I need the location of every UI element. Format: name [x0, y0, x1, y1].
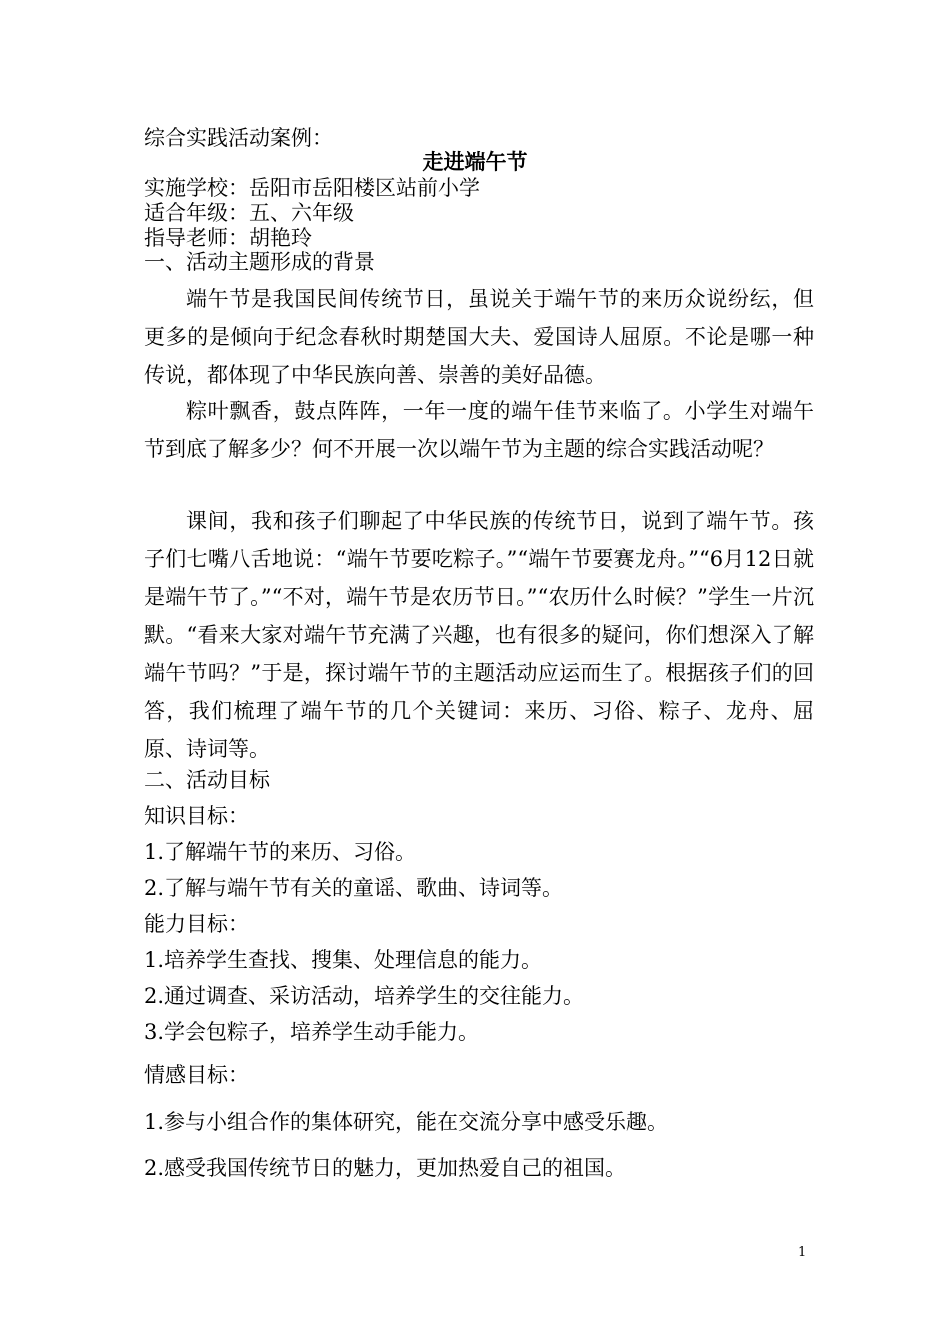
- emotion-goals-heading: 情感目标：: [144, 1063, 249, 1087]
- ability-goal-item: 2.通过调查、采访活动，培养学生的交往能力。: [144, 984, 585, 1008]
- knowledge-goals-heading: 知识目标：: [144, 804, 249, 828]
- document-title: 走进端午节: [422, 149, 528, 174]
- ability-goal-item: 1.培养学生查找、搜集、处理信息的能力。: [144, 948, 543, 972]
- ability-goals-heading: 能力目标：: [144, 912, 249, 936]
- knowledge-goal-item: 1.了解端午节的来历、习俗。: [144, 840, 417, 864]
- background-paragraph-2: 粽叶飘香，鼓点阵阵，一年一度的端午佳节来临了。小学生对端午节到底了解多少？何不开展一次以端午节为主题的综合实践活动呢？: [144, 399, 814, 461]
- school-line: 实施学校：岳阳市岳阳楼区站前小学: [144, 176, 480, 200]
- page-number: 1: [798, 1245, 807, 1260]
- section-heading-goals: 二、活动目标: [144, 768, 270, 792]
- case-label: 综合实践活动案例：: [144, 126, 333, 150]
- emotion-goal-item: 1.参与小组合作的集体研究，能在交流分享中感受乐趣。: [144, 1110, 669, 1134]
- background-paragraph-3: 课间，我和孩子们聊起了中华民族的传统节日，说到了端午节。孩子们七嘴八舌地说：“端午节要吃粽子。”“端午节要赛龙舟。”“6月12日就是端午节了。”“不对，端午节是农历节日。”“农历什么时候？”学生一片沉默。“看来大家对端午节充满了兴趣，也有很多的疑问，你们想深入了解端午节吗？”于是，探讨端午节的主题活动应运而生了。根据孩子们的回答，我们梳理了端午节的几个关键词：来历、习俗、粽子、龙舟、屈原、诗词等。: [144, 509, 814, 761]
- section-heading-background: 一、活动主题形成的背景: [144, 250, 375, 274]
- knowledge-goal-item: 2.了解与端午节有关的童谣、歌曲、诗词等。: [144, 876, 564, 900]
- emotion-goal-item: 2.感受我国传统节日的魅力，更加热爱自己的祖国。: [144, 1156, 627, 1180]
- ability-goal-item: 3.学会包粽子，培养学生动手能力。: [144, 1020, 480, 1044]
- teacher-line: 指导老师：胡艳玲: [144, 226, 312, 250]
- grade-line: 适合年级：五、六年级: [144, 201, 354, 225]
- background-paragraph-1: 端午节是我国民间传统节日，虽说关于端午节的来历众说纷纭，但更多的是倾向于纪念春秋时期楚国大夫、爱国诗人屈原。不论是哪一种传说，都体现了中华民族向善、崇善的美好品德。: [144, 287, 814, 387]
